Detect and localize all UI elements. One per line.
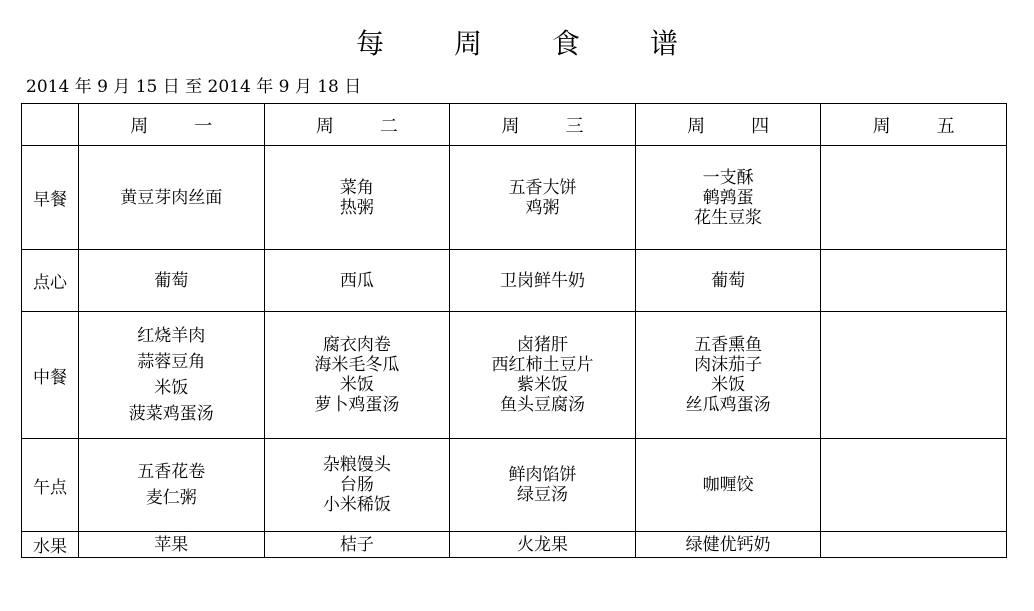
day-header-fri: 周 五 xyxy=(821,104,1007,146)
menu-cell xyxy=(821,146,1007,250)
menu-cell xyxy=(450,312,636,439)
dish-name: 桔子 xyxy=(339,534,374,555)
menu-cell xyxy=(79,439,265,532)
menu-cell xyxy=(450,439,636,532)
breakfast-row xyxy=(22,146,1007,250)
menu-cell xyxy=(79,250,265,312)
dish-name: 腐衣肉卷 xyxy=(322,335,391,355)
menu-cell xyxy=(450,532,636,558)
menu-cell xyxy=(79,312,265,439)
menu-cell xyxy=(264,532,450,558)
dish-name: 菠菜鸡蛋汤 xyxy=(128,404,214,424)
dish-name: 苹果 xyxy=(154,534,189,555)
menu-table xyxy=(21,103,1007,558)
title-char: 每 xyxy=(355,27,384,60)
dish-name: 五香大饼 xyxy=(508,177,577,198)
day-header-thu: 周 四 xyxy=(635,104,821,146)
dish-name: 红烧羊肉 xyxy=(137,326,206,346)
dish-name: 卤猪肝 xyxy=(516,335,568,355)
menu-cell xyxy=(821,439,1007,532)
menu-cell xyxy=(79,146,265,250)
meal-label: 点心 xyxy=(22,250,79,312)
corner-cell xyxy=(22,104,79,146)
meal-label: 中餐 xyxy=(22,312,79,439)
dish-name: 鸡粥 xyxy=(525,197,560,218)
menu-cell xyxy=(635,312,821,439)
menu-cell xyxy=(264,439,450,532)
meal-label: 早餐 xyxy=(22,146,79,250)
menu-cell xyxy=(635,250,821,312)
menu-cell xyxy=(635,439,821,532)
dish-name: 西红柿土豆片 xyxy=(491,355,594,375)
dish-name: 紫米饭 xyxy=(516,375,568,395)
dish-name: 肉沫茄子 xyxy=(694,355,763,375)
title-char: 谱 xyxy=(650,27,679,60)
lunch-row xyxy=(22,312,1007,439)
dish-name: 绿豆汤 xyxy=(516,485,568,505)
date-range: 2014 年 9 月 15 日 至 2014 年 9 月 18 日 xyxy=(26,77,362,97)
dish-name: 卫岗鲜牛奶 xyxy=(499,270,585,291)
meal-label: 午点 xyxy=(22,439,79,532)
menu-cell xyxy=(450,250,636,312)
dish-name: 热粥 xyxy=(339,197,374,218)
menu-cell xyxy=(821,250,1007,312)
dish-name: 一支酥 xyxy=(702,167,754,188)
menu-cell xyxy=(635,146,821,250)
dish-name: 葡萄 xyxy=(711,270,746,291)
menu-cell xyxy=(79,532,265,558)
afternoon-snack-row xyxy=(22,439,1007,532)
snack-row xyxy=(22,250,1007,312)
menu-cell xyxy=(635,532,821,558)
dish-name: 五香花卷 xyxy=(137,462,206,482)
menu-cell xyxy=(450,146,636,250)
meal-label: 水果 xyxy=(22,532,79,558)
dish-name: 咖喱饺 xyxy=(702,475,754,495)
dish-name: 葡萄 xyxy=(154,270,189,291)
dish-name: 黄豆芽肉丝面 xyxy=(120,187,223,208)
dish-name: 火龙果 xyxy=(516,534,568,555)
title-char: 食 xyxy=(552,27,581,60)
fruit-row xyxy=(22,532,1007,558)
dish-name: 鹌鹑蛋 xyxy=(702,187,754,208)
day-header-tue: 周 二 xyxy=(264,104,450,146)
menu-cell xyxy=(264,312,450,439)
menu-cell xyxy=(264,250,450,312)
dish-name: 米饭 xyxy=(339,375,374,395)
dish-name: 米饭 xyxy=(154,378,189,398)
dish-name: 萝卜鸡蛋汤 xyxy=(314,395,400,415)
title-char: 周 xyxy=(453,27,482,60)
header-row xyxy=(22,104,1007,146)
dish-name: 台肠 xyxy=(339,475,374,495)
dish-name: 五香熏鱼 xyxy=(694,335,763,355)
day-header-wed: 周 三 xyxy=(450,104,636,146)
menu-cell xyxy=(264,146,450,250)
dish-name: 米饭 xyxy=(711,375,746,395)
dish-name: 麦仁粥 xyxy=(145,488,197,508)
dish-name: 菜角 xyxy=(339,177,374,198)
dish-name: 鲜肉馅饼 xyxy=(508,465,577,485)
dish-name: 小米稀饭 xyxy=(322,495,391,515)
dish-name: 绿健优钙奶 xyxy=(685,534,771,555)
menu-cell xyxy=(821,312,1007,439)
dish-name: 海米毛冬瓜 xyxy=(314,355,400,375)
dish-name: 丝瓜鸡蛋汤 xyxy=(685,395,771,415)
page-title xyxy=(0,22,1034,62)
dish-name: 杂粮馒头 xyxy=(322,455,391,475)
dish-name: 花生豆浆 xyxy=(694,207,763,228)
day-header-mon: 周 一 xyxy=(79,104,265,146)
dish-name: 鱼头豆腐汤 xyxy=(499,395,585,415)
dish-name: 西瓜 xyxy=(339,270,374,291)
dish-name: 蒜蓉豆角 xyxy=(137,352,206,372)
menu-cell xyxy=(821,532,1007,558)
